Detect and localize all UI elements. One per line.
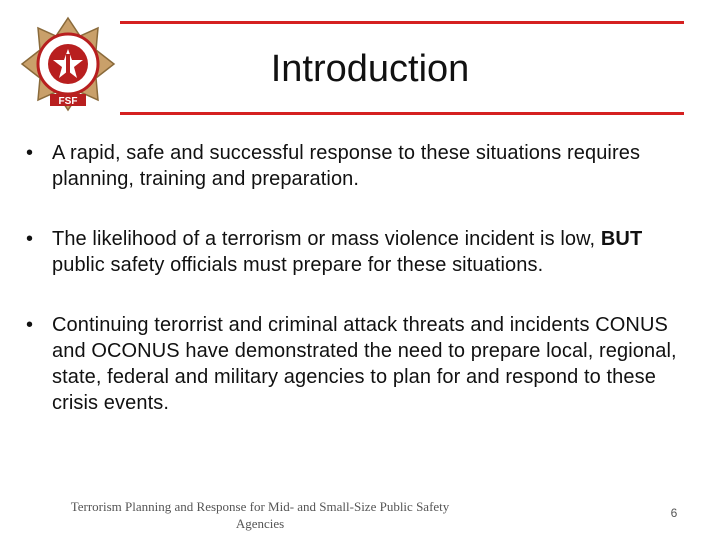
bullet-emphasis: BUT xyxy=(600,228,643,250)
page-number: 6 xyxy=(670,506,678,520)
logo-abbr: FSF xyxy=(58,96,78,107)
footer-text: Terrorism Planning and Response for Mid- and Small-Size Public Safety Agencies xyxy=(70,499,450,531)
bullet-dot-icon: • xyxy=(26,228,34,250)
bullet-dot-icon: • xyxy=(26,314,34,336)
bullet-item xyxy=(22,140,692,192)
bullet-dot-icon: • xyxy=(26,142,34,164)
title-rule-bottom xyxy=(120,112,684,115)
bullet-list xyxy=(22,140,692,450)
title-rule-top xyxy=(120,21,684,24)
bullet-text: A rapid, safe and successful response to these situations requires planning, training and preparation. xyxy=(52,142,641,190)
fsf-logo xyxy=(20,16,116,112)
bullet-text-post: public safety officials must prepare for these situations. xyxy=(52,254,544,276)
slide-title: Introduction xyxy=(270,48,470,90)
bullet-item xyxy=(22,312,692,416)
bullet-text: Continuing terorrist and criminal attack threats and incidents CONUS and OCONUS have demonstrated the need to prepare local, regional, state, federal and military agencies to plan for and respond to these crisis events. xyxy=(52,314,677,414)
bullet-item xyxy=(22,226,692,278)
bullet-text-pre: The likelihood of a terrorism or mass violence incident is low, xyxy=(52,228,601,250)
